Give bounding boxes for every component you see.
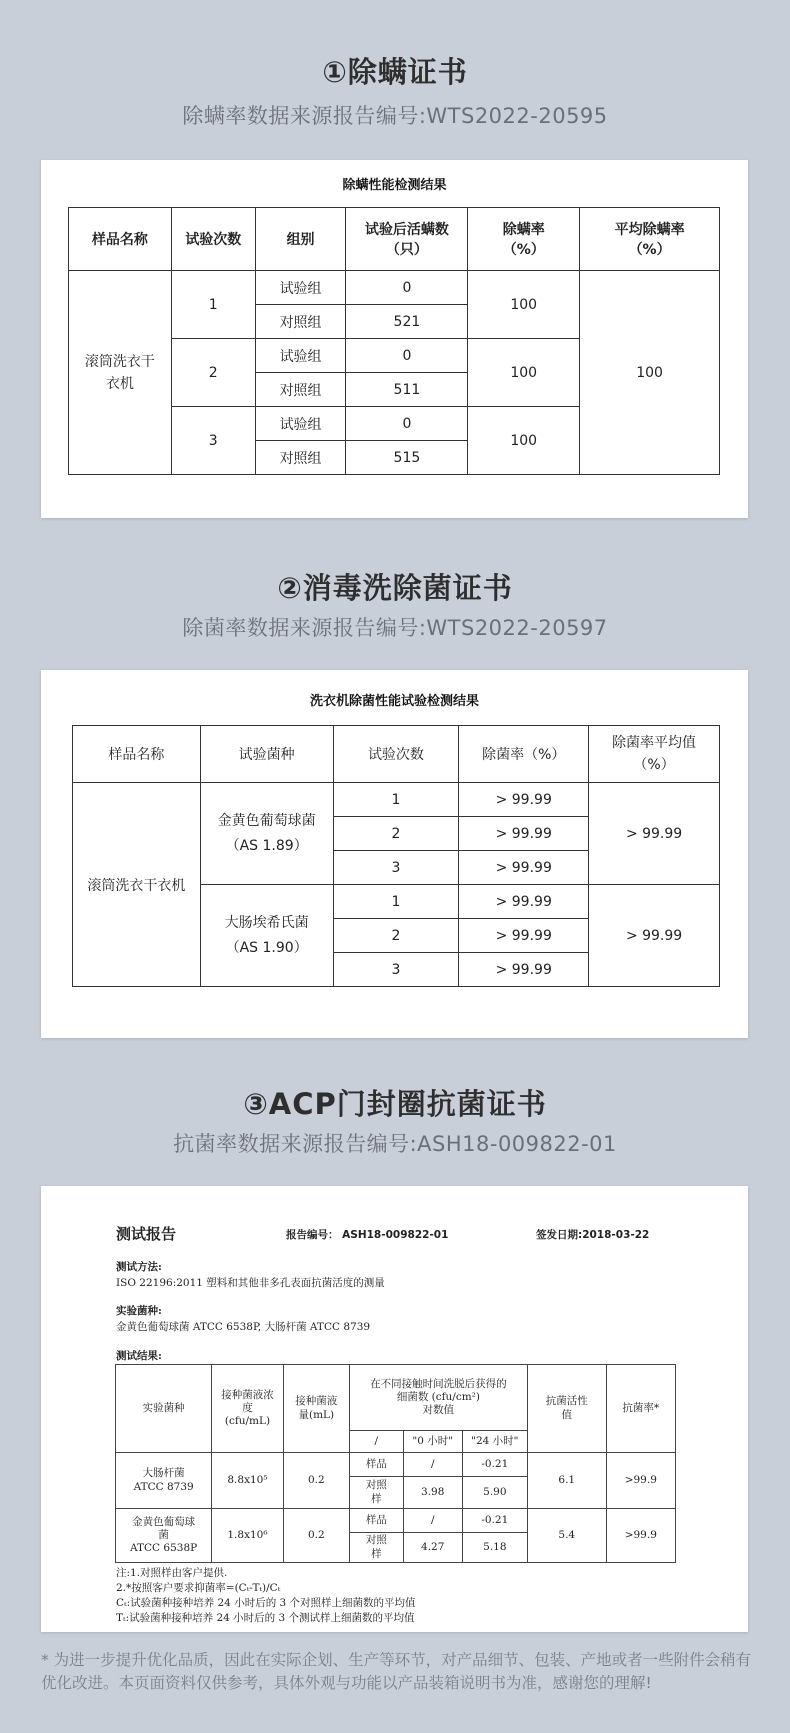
note-line: Cₜ:试验菌种接种培养 24 小时后的 3 个对照样上细菌数的平均值: [116, 1597, 416, 1609]
row-rate: >99.9: [606, 1453, 675, 1509]
row-control-label: 对照 样: [349, 1533, 403, 1563]
note-line: 注:1.对照样由客户提供.: [116, 1567, 228, 1579]
row-control-24h: 5.90: [462, 1477, 527, 1509]
germ-header-rate: 除菌率（%）: [459, 726, 589, 783]
mite-report-card: [41, 160, 748, 518]
germ-avg-rate: > 99.99: [589, 783, 720, 885]
strain-text: 金黄色葡萄球菌 ATCC 6538P, 大肠杆菌 ATCC 8739: [116, 1321, 371, 1333]
row-concentration: 8.8x10⁵: [212, 1453, 283, 1509]
th-strain: 实验菌种: [116, 1365, 212, 1453]
mite-rate: 100: [468, 271, 580, 339]
row-control-24h: 5.18: [462, 1533, 527, 1563]
mite-avg-rate: 100: [580, 271, 720, 475]
mite-header-avg: 平均除螨率 （%）: [580, 208, 720, 271]
mite-run-no: 3: [171, 407, 255, 475]
germ-run-no: 3: [333, 953, 459, 987]
germ-run-no: 3: [333, 851, 459, 885]
mite-group-label: 对照组: [255, 441, 346, 475]
th-concentration: 接种菌液浓 度 (cfu/mL): [212, 1365, 283, 1453]
mite-table: [68, 207, 720, 475]
mite-live-count: 0: [346, 407, 468, 441]
note-line: Tₜ:试验菌种接种培养 24 小时后的 3 个测试样上细菌数的平均值: [116, 1612, 415, 1624]
row-control-label: 对照 样: [349, 1477, 403, 1509]
germ-header-strain: 试验菌种: [200, 726, 333, 783]
section-1-subtitle: 除螨率数据来源报告编号:WTS2022-20595: [182, 104, 608, 128]
row-volume: 0.2: [283, 1509, 349, 1563]
germ-table-caption: 洗衣机除菌性能试验检测结果: [309, 694, 479, 709]
row-sample-24h: -0.21: [462, 1453, 527, 1477]
disclaimer-footnote: * 为进一步提升优化品质，因此在实际企划、生产等环节，对产品细节、包装、产地或者一些附件会稍有优化改进。本页面资料仅供参考，具体外观与功能以产品装箱说明书为准，感谢您的理解!: [41, 1651, 752, 1692]
mite-live-count: 515: [346, 441, 468, 475]
row-sample-0h: /: [403, 1509, 462, 1533]
row-sample-label: 样品: [349, 1453, 403, 1477]
germ-report-card: [41, 670, 748, 1038]
section-1-title: ①除螨证书: [322, 55, 468, 89]
mite-group-label: 对照组: [255, 305, 346, 339]
mite-header-runs: 试验次数: [171, 208, 255, 271]
row-sample-24h: -0.21: [462, 1509, 527, 1533]
germ-sample-name: 滚筒洗衣干衣机: [73, 783, 201, 987]
mite-group-label: 试验组: [255, 407, 346, 441]
mite-run-no: 2: [171, 339, 255, 407]
mite-live-count: 0: [346, 271, 468, 305]
th-24h: "24 小时": [462, 1431, 527, 1453]
section-3-title: ③ACP门封圈抗菌证书: [243, 1087, 547, 1121]
germ-rate: > 99.99: [459, 817, 589, 851]
mite-group-label: 试验组: [255, 339, 346, 373]
mite-header-sample: 样品名称: [69, 208, 172, 271]
mite-run-no: 1: [171, 271, 255, 339]
germ-rate: > 99.99: [459, 953, 589, 987]
section-3-subtitle: 抗菌率数据来源报告编号:ASH18-009822-01: [173, 1132, 617, 1156]
report-number: 报告编号： ASH18-009822-01: [286, 1229, 449, 1241]
antibacterial-table: [115, 1364, 676, 1563]
th-volume: 接种菌液 量(mL): [283, 1365, 349, 1453]
germ-run-no: 1: [333, 885, 459, 919]
th-rate: 抗菌率*: [606, 1365, 675, 1453]
mite-rate: 100: [468, 407, 580, 475]
mite-live-count: 511: [346, 373, 468, 407]
th-bacteria-count: 在不同接触时间洗脱后获得的 细菌数 (cfu/cm²) 对数值: [349, 1365, 527, 1431]
note-line: 2.*按照客户要求抑菌率=(Cₜ-Tₜ)/Cₜ: [116, 1582, 281, 1594]
germ-avg-rate: > 99.99: [589, 885, 720, 987]
th-activity: 抗菌活性 值: [527, 1365, 606, 1453]
mite-header-rate: 除螨率 （%）: [468, 208, 580, 271]
section-2-title: ②消毒洗除菌证书: [277, 571, 513, 605]
mite-header-live: 试验后活螨数 （只）: [346, 208, 468, 271]
row-activity: 5.4: [527, 1509, 606, 1563]
mite-group-label: 对照组: [255, 373, 346, 407]
mite-live-count: 0: [346, 339, 468, 373]
germ-header-runs: 试验次数: [333, 726, 459, 783]
row-strain: 金黄色葡萄球 菌 ATCC 6538P: [116, 1509, 212, 1563]
report-notes: [116, 1566, 416, 1626]
section-2-subtitle: 除菌率数据来源报告编号:WTS2022-20597: [182, 616, 608, 640]
mite-rate: 100: [468, 339, 580, 407]
mite-sample-name: 滚筒洗衣干 衣机: [69, 271, 172, 475]
mite-live-count: 521: [346, 305, 468, 339]
germ-rate: > 99.99: [459, 919, 589, 953]
row-control-0h: 4.27: [403, 1533, 462, 1563]
th-slash: /: [349, 1431, 403, 1453]
row-sample-label: 样品: [349, 1509, 403, 1533]
germ-run-no: 1: [333, 783, 459, 817]
germ-strain-name: 大肠埃希氏菌 （AS 1.90）: [200, 885, 333, 987]
method-label: 测试方法:: [116, 1261, 162, 1273]
germ-strain-name: 金黄色葡萄球菌 （AS 1.89）: [200, 783, 333, 885]
result-label: 测试结果:: [116, 1350, 162, 1362]
germ-table: [72, 725, 720, 987]
germ-rate: > 99.99: [459, 851, 589, 885]
row-activity: 6.1: [527, 1453, 606, 1509]
acp-report-card: [41, 1186, 748, 1632]
row-volume: 0.2: [283, 1453, 349, 1509]
row-rate: >99.9: [606, 1509, 675, 1563]
row-control-0h: 3.98: [403, 1477, 462, 1509]
row-concentration: 1.8x10⁶: [212, 1509, 283, 1563]
germ-run-no: 2: [333, 919, 459, 953]
mite-header-group: 组别: [255, 208, 346, 271]
method-text: ISO 22196:2011 塑料和其他非多孔表面抗菌活度的测量: [116, 1277, 385, 1289]
report-issue-date: 签发日期:2018-03-22: [536, 1229, 650, 1241]
germ-rate: > 99.99: [459, 885, 589, 919]
th-0h: "0 小时": [403, 1431, 462, 1453]
germ-header-avg: 除菌率平均值 （%）: [589, 726, 720, 783]
row-sample-0h: /: [403, 1453, 462, 1477]
germ-run-no: 2: [333, 817, 459, 851]
mite-table-caption: 除螨性能检测结果: [342, 178, 447, 193]
germ-rate: > 99.99: [459, 783, 589, 817]
germ-header-sample: 样品名称: [73, 726, 201, 783]
mite-group-label: 试验组: [255, 271, 346, 305]
strain-label: 实验菌种:: [116, 1305, 162, 1317]
row-strain: 大肠杆菌 ATCC 8739: [116, 1453, 212, 1509]
report-title: 测试报告: [116, 1225, 177, 1243]
